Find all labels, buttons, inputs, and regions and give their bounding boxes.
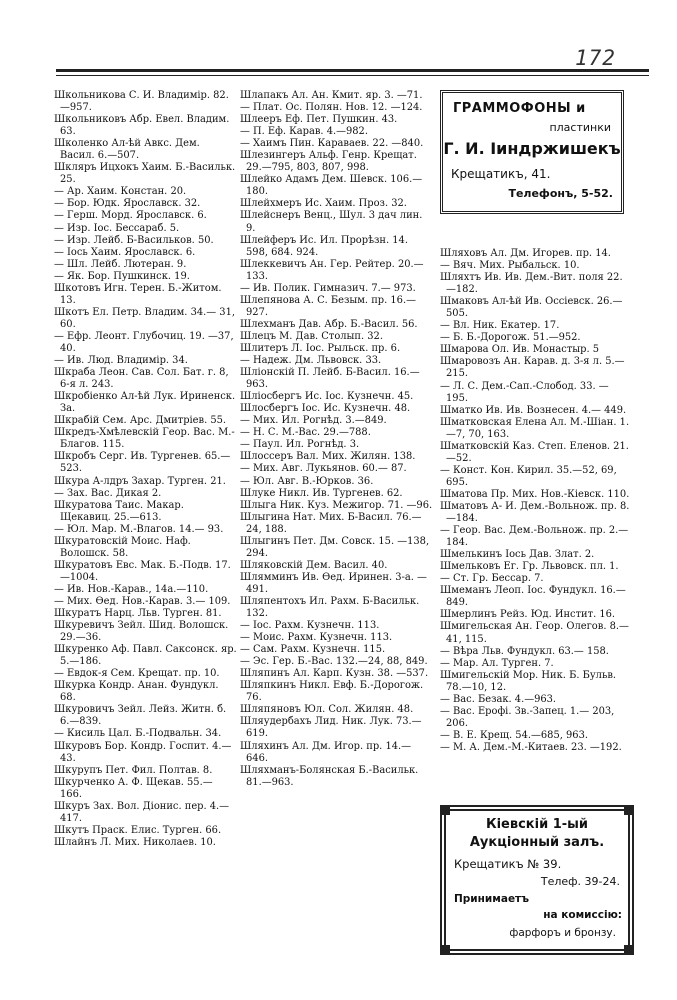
- directory-entry: Шкробіенко Ал-ѣй Лук. Ириненск. За.: [54, 391, 236, 415]
- directory-entry: — Зах. Вас. Дикая 2.: [54, 487, 162, 499]
- directory-entry: Шкотъ Ел. Петр. Владим. 34.— 31, 60.: [54, 306, 236, 330]
- directory-entry: Шлуке Никл. Ив. Тургенев. 62.: [240, 487, 403, 499]
- directory-entry: Шмигельская Ан. Геор. Олегов. 8.—41, 115.: [440, 621, 629, 645]
- directory-entry: Шмерлинъ Рейз. Юд. Инстит. 16.: [440, 609, 616, 621]
- directory-entry: Шлецъ М. Дав. Столып. 32.: [240, 330, 383, 342]
- directory-entry: Шкредъ-Хмѣлевскій Геор. Вас. М.-Благов. 115.: [54, 427, 235, 451]
- auction-advertisement: [440, 805, 634, 955]
- ad-line-1: Кіевскій 1-ый: [485, 817, 589, 832]
- directory-entry: Шмарова Ол. Ив. Монастыр. 5: [440, 344, 600, 356]
- directory-entry: Шлапакъ Ал. Ан. Кмит. яр. 3. —71.: [240, 90, 423, 101]
- directory-entry: — Юл. Мар. М.-Влагов. 14.— 93.: [54, 523, 224, 535]
- directory-entry: — Ефр. Леонт. Глубочиц. 19. —37, 40.: [54, 330, 234, 354]
- directory-entry: Школьникова С. И. Владимір. 82.—957.: [54, 90, 229, 114]
- directory-entry: Шлосбергъ Іос. Ис. Кузнечн. 48.: [240, 403, 411, 415]
- ad-corner-ornament: [440, 805, 450, 815]
- ad-goods: фарфоръ и бронзу.: [509, 927, 616, 939]
- directory-entry: Шлыга Ник. Куз. Межигор. 71. —96.: [240, 499, 433, 511]
- directory-entry: Шлайнъ Л. Мих. Николаев. 10.: [54, 836, 216, 848]
- directory-entry: Шлепянова А. С. Безым. пр. 16.—927.: [240, 294, 416, 318]
- ad-address: Крещатикъ, 41.: [451, 167, 551, 181]
- directory-entry: Шкуръ Зах. Вол. Діонис. пер. 4.—417.: [54, 800, 230, 824]
- directory-entry: — Ив. Люд. Владимір. 34.: [54, 355, 188, 367]
- directory-entry: Шляудербахъ Лид. Ник. Лук. 73.—619.: [240, 716, 422, 740]
- directory-entry: — Бор. Юдк. Ярославск. 32.: [54, 198, 201, 210]
- directory-entry: — Вяч. Мих. Рыбальск. 10.: [440, 260, 580, 272]
- directory-entry: — Б. Б.-Дорогож. 51.—952.: [440, 332, 581, 344]
- directory-entry: — Юл. Авг. В.-Юрков. 36.: [240, 475, 374, 487]
- directory-entry: Шлямминъ Ив. Өед. Иринен. 3-а. —491.: [240, 571, 427, 595]
- directory-entry: — Геор. Вас. Дем.-Вольнож. пр. 2.—184.: [440, 525, 629, 549]
- directory-entry: Шматко Ив. Ив. Вознесен. 4.— 449.: [440, 404, 627, 416]
- directory-entry: — Н. С. М.-Вас. 29.—788.: [240, 427, 371, 439]
- directory-entry: — Іос. Рахм. Кузнечн. 113.: [240, 620, 380, 632]
- directory-entry: Шліосбергъ Ис. Іос. Кузнечн. 45.: [240, 391, 414, 403]
- directory-entry: Шмельковъ Ег. Гр. Львовск. пл. 1.: [440, 561, 619, 573]
- directory-entry: — Мих. Ил. Рогнѣд. 3.—849.: [240, 415, 387, 427]
- directory-entry: Шкуратовъ Евс. Мак. Б.-Подв. 17.—1004.: [54, 559, 231, 583]
- directory-entry: Школьниковъ Абр. Евел. Владим. 63.: [54, 114, 230, 138]
- directory-entry: Шляпяновъ Юл. Сол. Жилян. 48.: [240, 704, 414, 716]
- directory-entry: — Вас. Ерофі. Зв.-Запец. 1.— 203, 206.: [440, 705, 615, 729]
- directory-entry: Шкурченко А. Ф. Щекав. 55.— 166.: [54, 776, 213, 800]
- directory-column-3: [440, 248, 630, 754]
- directory-entry: — Надеж. Дм. Львовск. 33.: [240, 355, 382, 367]
- header-rule: [56, 69, 649, 72]
- directory-entry: — Мих. Өед. Нов.-Карав. 3.— 109.: [54, 595, 231, 607]
- directory-entry: — М. А. Дем.-М.-Китаев. 23. —192.: [440, 741, 622, 753]
- directory-entry: — Кисиль Цал. Б.-Подвальн. 34.: [54, 728, 222, 740]
- ad-merchant-name: Г. И. Іиндржишекъ: [443, 139, 621, 158]
- directory-entry: — Ст. Гр. Бессар. 7.: [440, 573, 544, 585]
- directory-entry: Шлитеръ Л. Іос. Рыльск. пр. 6.: [240, 342, 401, 354]
- directory-entry: Шкляръ Ицхокъ Хаим. Б.-Васильк. 25.: [54, 162, 236, 186]
- ad-corner-ornament: [624, 945, 634, 955]
- directory-entry: Шлейко Адамъ Дем. Шевск. 106.—180.: [240, 174, 423, 198]
- directory-entry: Шляхманъ-Болянская Б.-Васильк. 81.—963.: [240, 764, 419, 788]
- ad-phone: Телефонъ, 5-52.: [508, 187, 613, 200]
- directory-entry: Шляховъ Ал. Дм. Игорев. пр. 14.: [440, 248, 611, 259]
- directory-entry: Школенко Ал-ѣй Авкс. Дем. Васил. 6.—507.: [54, 138, 200, 162]
- directory-entry: Шкуровичъ Зейл. Лейз. Житн. б. 6.—839.: [54, 704, 227, 728]
- directory-entry: — Евдок-я Сем. Крещат. пр. 10.: [54, 668, 220, 680]
- directory-entry: — П. Еф. Карав. 4.—982.: [240, 126, 368, 138]
- directory-entry: — Іось Хаим. Ярославск. 6.: [54, 246, 196, 258]
- directory-entry: — Сам. Рахм. Кузнечн. 115.: [240, 644, 386, 656]
- directory-entry: — Плат. Ос. Полян. Нов. 12. —124.: [240, 102, 423, 114]
- directory-entry: Шлоссеръ Вал. Мих. Жилян. 138.: [240, 451, 416, 463]
- directory-entry: Шкробъ Серг. Ив. Тургенев. 65.—523.: [54, 451, 231, 475]
- header-rule-thin: [56, 75, 649, 76]
- directory-entry: — Герш. Морд. Ярославск. 6.: [54, 210, 207, 222]
- directory-entry: — Ив. Полик. Гимназич. 7.— 973.: [240, 282, 416, 294]
- directory-entry: Шляпинъ Ал. Карп. Кузн. 38. —537.: [240, 668, 429, 680]
- directory-entry: Шмигельскій Мор. Ник. Б. Бульв. 78.—10, 12.: [440, 669, 617, 693]
- directory-entry: Шлехманъ Дав. Абр. Б.-Васил. 56.: [240, 318, 418, 330]
- directory-entry: — Шл. Лейб. Лютеран. 9.: [54, 258, 187, 270]
- directory-entry: Шліонскій П. Лейб. Б-Васил. 16.—963.: [240, 367, 420, 391]
- directory-entry: Шлезингеръ Альф. Генр. Крещат. 29.—795, 803, 807, 998.: [240, 150, 417, 174]
- directory-entry: Шлейферъ Ис. Ил. Прорѣзн. 14. 598, 684. 924.: [240, 234, 408, 258]
- directory-entry: Шматковскій Каз. Степ. Еленов. 21.—52.: [440, 440, 629, 464]
- directory-entry: Шлеккевичъ Ан. Гер. Рейтер. 20.—133.: [240, 258, 424, 282]
- ad-corner-ornament: [624, 805, 634, 815]
- directory-entry: Шкуратъ Нарц. Льв. Турген. 81.: [54, 608, 222, 620]
- directory-entry: — Эс. Гер. Б.-Вас. 132.—24, 88, 849.: [240, 656, 428, 668]
- ad-address: Крещатикъ № 39.: [454, 857, 562, 871]
- directory-entry: — Хаимъ Пин. Караваев. 22. —840.: [240, 138, 424, 150]
- directory-entry: Шмаковъ Ал-ѣй Ив. Оссіевск. 26.—505.: [440, 296, 623, 320]
- directory-entry: Шляхинъ Ал. Дм. Игор. пр. 14.—646.: [240, 740, 412, 764]
- directory-entry: — Вл. Ник. Екатер. 17.: [440, 320, 560, 332]
- directory-entry: — Изр. Лейб. Б-Васильков. 50.: [54, 234, 214, 246]
- directory-entry: Шкура А-лдръ Захар. Турген. 21.: [54, 475, 226, 487]
- directory-entry: Шкотовъ Игн. Терен. Б.-Житом. 13.: [54, 282, 222, 306]
- page-number: 172: [575, 46, 616, 70]
- directory-entry: Шлейснеръ Венц., Шул. 3 дач лин. 9.: [240, 210, 423, 234]
- directory-entry: Шкурупъ Пет. Фил. Полтав. 8.: [54, 764, 213, 776]
- directory-entry: Шляпентохъ Ил. Рахм. Б-Васильк. 132.: [240, 595, 420, 620]
- directory-entry: — Вас. Безак. 4.—963.: [440, 693, 557, 705]
- ad-corner-ornament: [440, 945, 450, 955]
- directory-entry: Шкуренко Аф. Павл. Саксонск. яр. 5.—186.: [54, 644, 237, 668]
- directory-entry: Шлееръ Еф. Пет. Пушкин. 43.: [240, 114, 398, 126]
- directory-entry: — Ар. Хаим. Констан. 20.: [54, 186, 187, 198]
- directory-entry: — Конст. Кон. Кирил. 35.—52, 69, 695.: [440, 464, 617, 488]
- directory-entry: Шкраба Леон. Сав. Сол. Бат. г. 8, 6-я л. 243.: [54, 367, 229, 391]
- directory-entry: Шматова Пр. Мих. Нов.-Кіевск. 110.: [440, 488, 630, 500]
- directory-entry: Шмаровозъ Ан. Карав. д. 3-я л. 5.—215.: [440, 356, 625, 380]
- directory-entry: Шкуровъ Бор. Кондр. Госпит. 4.—43.: [54, 740, 232, 764]
- directory-entry: Шкутъ Праск. Елис. Турген. 66.: [54, 824, 222, 836]
- directory-entry: Шляхтъ Ив. Ив. Дем.-Вит. поля 22.—182.: [440, 272, 623, 296]
- directory-entry: — Мар. Ал. Турген. 7.: [440, 657, 554, 669]
- directory-entry: — В. Е. Крещ. 54.—685, 963.: [440, 729, 588, 741]
- directory-entry: Шкрабій Сем. Арс. Дмитріев. 55.: [54, 415, 227, 427]
- directory-column-2: [240, 90, 433, 789]
- directory-entry: — Ив. Нов.-Карав., 14а.—110.: [54, 583, 209, 595]
- directory-entry: Шлыгина Нат. Мих. Б-Васил. 76.—24, 188.: [240, 511, 422, 535]
- directory-entry: Шляпкинъ Никл. Евф. Б.-Дорогож. 76.: [240, 680, 424, 704]
- directory-entry: — Моис. Рахм. Кузнечн. 113.: [240, 632, 393, 644]
- directory-entry: Шлейхмеръ Ис. Хаим. Проз. 32.: [240, 198, 407, 210]
- directory-entry: — Изр. Іос. Бессараб. 5.: [54, 222, 180, 234]
- directory-entry: — Л. С. Дем.-Сап.-Слобод. 33. —195.: [440, 380, 609, 404]
- directory-entry: — Як. Бор. Пушкинск. 19.: [54, 270, 190, 282]
- directory-entry: Шкурка Кондр. Анан. Фундукл. 68.: [54, 680, 219, 704]
- directory-entry: Шкуратовскій Моис. Наф. Волошск. 58.: [54, 535, 191, 559]
- ad-title: ГРАММОФОНЫ и: [453, 101, 586, 116]
- directory-entry: — Мих. Авг. Лукьянов. 60.— 87.: [240, 463, 407, 475]
- directory-column-1: [54, 90, 237, 849]
- directory-entry: Шматовъ А- И. Дем.-Вольнож. пр. 8.—184.: [440, 500, 630, 525]
- ad-consign: на комиссію:: [543, 909, 622, 921]
- gramophone-advertisement: [440, 90, 624, 214]
- ad-phone: Телеф. 39-24.: [540, 875, 620, 888]
- ad-line-2: Аукціонный залъ.: [469, 835, 605, 850]
- directory-entry: — Вѣра Льв. Фундукл. 63.— 158.: [440, 645, 609, 657]
- ad-accepts: Принимаетъ: [454, 893, 530, 905]
- directory-entry: Шмелькинъ Іось Дав. Злат. 2.: [440, 549, 595, 561]
- directory-entry: Шлыгинъ Пет. Дм. Совск. 15. —138, 294.: [240, 535, 430, 559]
- directory-entry: Шматковская Елена Ал. М.-Шіан. 1.—7, 70, 163.: [440, 416, 630, 440]
- directory-entry: Шкуревичъ Зейл. Шид. Волошск. 29.—36.: [54, 620, 229, 644]
- directory-entry: Шкуратова Таис. Макар. Щекавиц. 25.—613.: [54, 499, 184, 523]
- directory-entry: Шляковскій Дем. Васил. 40.: [240, 559, 388, 571]
- directory-entry: — Паул. Ил. Рогнѣд. 3.: [240, 439, 360, 451]
- directory-entry: Шмеманъ Леоп. Іос. Фундукл. 16.—849.: [440, 585, 626, 609]
- ad-subtitle: пластинки: [549, 121, 611, 134]
